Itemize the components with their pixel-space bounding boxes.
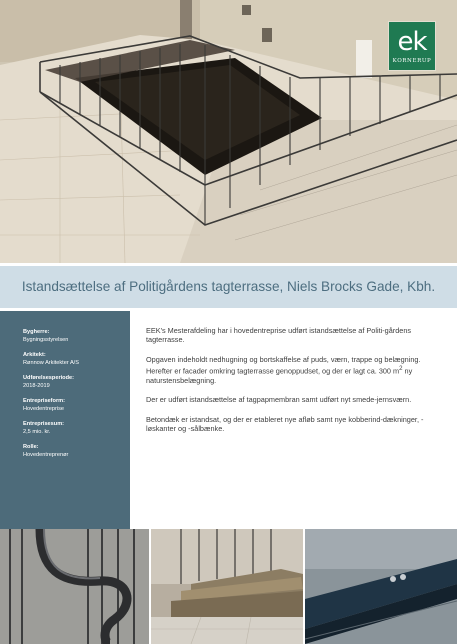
photo-handrail-detail <box>0 529 149 644</box>
logo-mark: ek <box>397 27 427 57</box>
fact-value: Hovedentreprise <box>23 406 65 412</box>
fact-value: 2018-2019 <box>23 383 50 389</box>
project-description <box>146 326 436 444</box>
logo-subtitle: KORNERUP <box>392 58 432 64</box>
description-paragraph: Der er udført istandsættelse af tagpapmembran samt udført nyt smede-jernsværn. <box>146 395 412 405</box>
fact-value: Hovedentreprenør <box>23 452 69 458</box>
description-paragraph: Betondæk er istandsat, og der er etableret nye afløb samt nye kobberind-dækninger, -løskanter og -sålbænke. <box>146 414 424 434</box>
fact-label: Entreprisesum: <box>23 421 65 427</box>
ek-kornerup-logo <box>389 22 435 70</box>
description-paragraph: EEK's Mesterafdeling har i hovedentreprise udført istandsættelse af Politi-gårdens tagterrasse. <box>146 326 412 345</box>
fact-role <box>23 443 130 459</box>
fact-contract-sum <box>23 420 130 436</box>
fact-value: Bygningsstyrelsen <box>23 337 69 343</box>
hero-photo-roof-terrace <box>0 0 457 263</box>
project-facts-panel <box>0 311 130 529</box>
fact-value: Rønnow Arkitekter A/S <box>23 360 79 366</box>
fact-period <box>23 374 130 390</box>
superscript: 2 <box>399 365 403 373</box>
fact-contract-form <box>23 397 130 413</box>
fact-label: Udførelsesperiode: <box>23 375 74 381</box>
photo-railing-bolt-detail <box>305 529 457 644</box>
paragraph-text: ny naturstensbelægning. <box>146 366 413 386</box>
paragraph-text: Opgaven indeholdt nedhugning og bortskaffelse af puds, værn, trappe og belægning. Herefter er facader omkring tagterrasse genoppudset, og der er lagt ca. 300 m <box>146 354 421 376</box>
fact-label: Entrepriseform: <box>23 398 65 404</box>
photo-stone-stairs <box>151 529 303 644</box>
fact-label: Arkitekt: <box>23 352 46 358</box>
fact-value: 2,5 mio. kr. <box>23 429 51 435</box>
fact-client <box>23 328 130 344</box>
title-band <box>0 266 457 308</box>
fact-label: Rolle: <box>23 444 39 450</box>
project-title: Istandsættelse af Politigårdens tagterrasse, Niels Brocks Gade, Kbh. <box>21 279 436 294</box>
description-paragraph <box>146 355 436 386</box>
fact-label: Bygherre: <box>23 329 50 335</box>
fact-architect <box>23 351 130 367</box>
